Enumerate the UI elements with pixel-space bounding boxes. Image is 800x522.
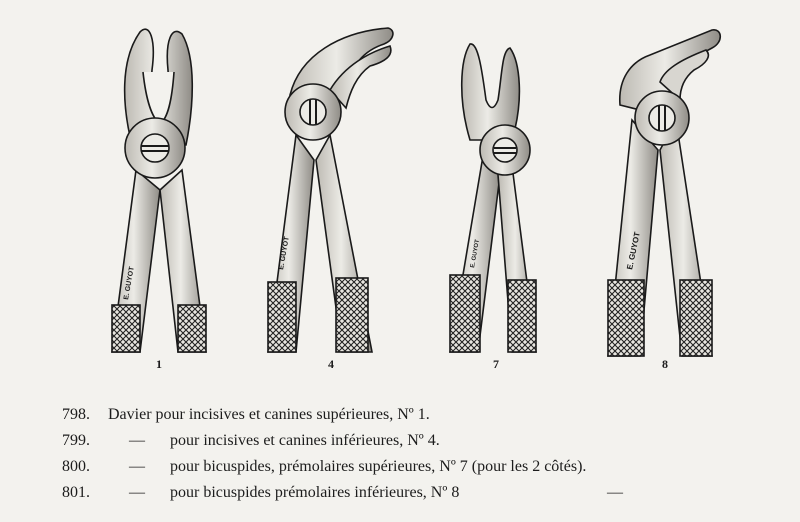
forceps-figure-1	[112, 29, 206, 352]
caption-number: 801.	[62, 484, 90, 501]
caption-text: Davier pour incisives et canines supérieures, Nº 1.	[108, 406, 430, 423]
forceps-figure-8	[608, 30, 720, 356]
figure-label-8: 8	[662, 357, 668, 371]
caption-text: pour bicuspides, prémolaires supérieures, Nº 7 (pour les 2 côtés).	[170, 458, 587, 475]
caption-number: 799.	[62, 432, 90, 449]
engraving-figure-7: E. GUYOT	[470, 239, 481, 269]
figure-label-4: 4	[328, 357, 334, 371]
caption-tail-dash: —	[607, 484, 623, 501]
engraving-figure-8: E. GUYOT	[625, 231, 642, 271]
engraving-figure-1: E. GUYOT	[123, 266, 136, 301]
caption-list	[62, 402, 762, 506]
caption-dash: —	[129, 458, 145, 475]
caption-dash: —	[129, 432, 145, 449]
figure-label-1: 1	[156, 357, 162, 371]
engraving-figure-4: E. GUYOT	[278, 236, 291, 271]
caption-row-801	[62, 480, 762, 506]
caption-row-799	[62, 428, 762, 454]
caption-number: 800.	[62, 458, 90, 475]
caption-text: pour incisives et canines inférieures, Nº 4.	[170, 432, 440, 449]
figure-label-7: 7	[493, 357, 499, 371]
caption-row-798	[62, 402, 762, 428]
caption-number: 798.	[62, 406, 90, 423]
forceps-figure-4	[268, 28, 393, 352]
caption-dash: —	[129, 484, 145, 501]
forceps-figure-7	[450, 44, 536, 352]
caption-row-800	[62, 454, 762, 480]
caption-text: pour bicuspides prémolaires inférieures, Nº 8	[170, 484, 460, 501]
